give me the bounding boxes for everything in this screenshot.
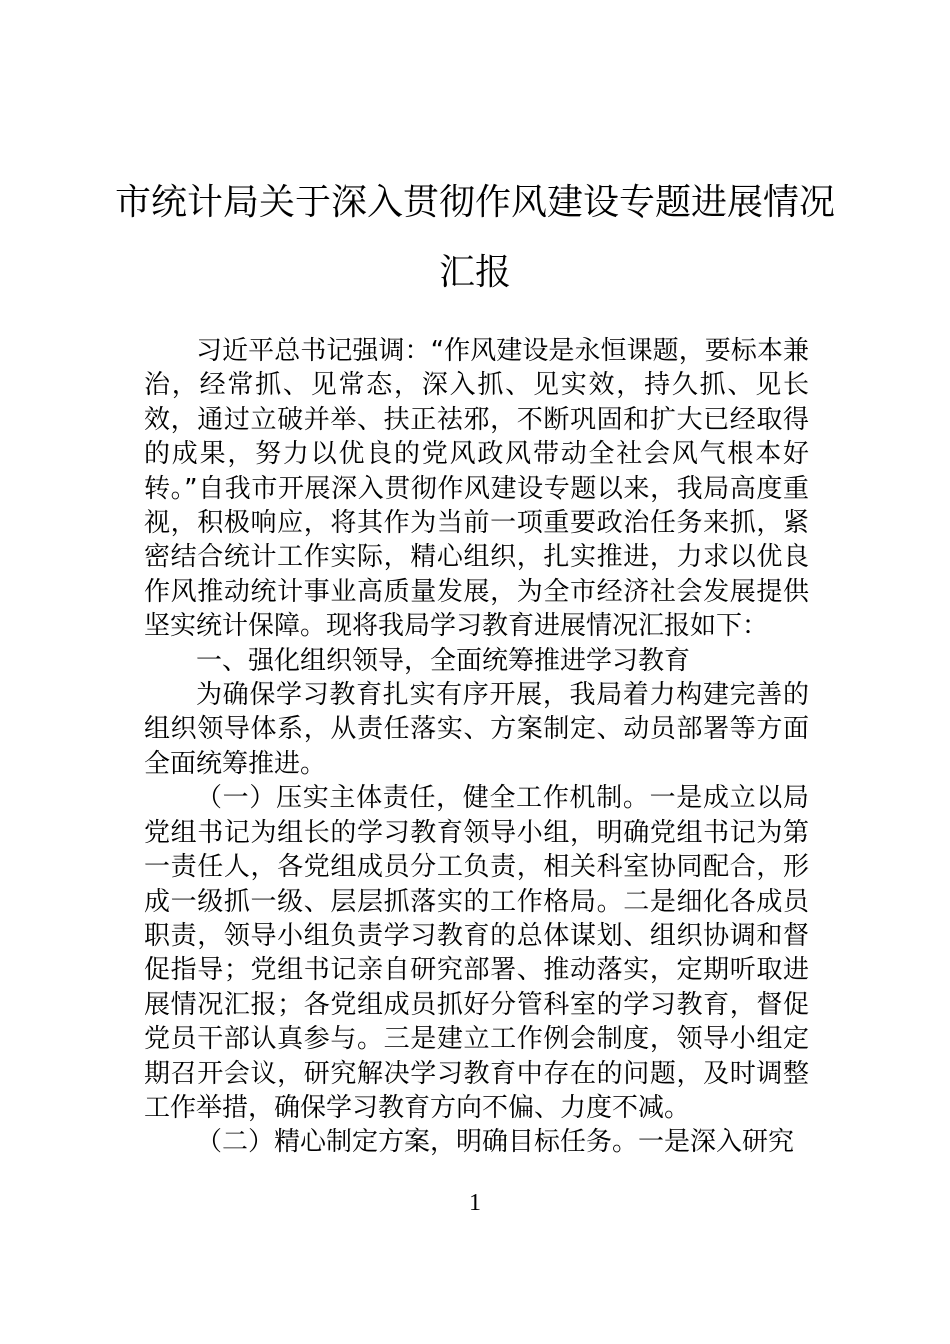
- section-heading-1: 一、强化组织领导，全面统筹推进学习教育: [196, 645, 691, 676]
- subsection-1-paragraph: （一）压实主体责任，健全工作机制。一是成立以局党组书记为组长的学习教育领导小组，明确党组书记为第一责任人，各党组成员分工负责，相关科室协同配合，形成一级抓一级、层层抓落实的工作格局。二是细化各成员职责，领导小组负责学习教育的总体谋划、组织协调和督促指导；党组书记亲自研究部署、推动落实，定期听取进展情况汇报；各党组成员抓好分管科室的学习教育，督促党员干部认真参与。三是建立工作例会制度，领导小组定期召开会议，研究解决学习教育中存在的问题，及时调整工作举措，确保学习教育方向不偏、力度不减。: [144, 783, 809, 1123]
- subsection-2-paragraph: （二）精心制定方案，明确目标任务。一是深入研究: [196, 1127, 795, 1158]
- document-body: [144, 334, 809, 1160]
- section-1-intro-paragraph: 为确保学习教育扎实有序开展，我局着力构建完善的组织领导体系，从责任落实、方案制定、动员部署等方面全面统筹推进。: [144, 680, 809, 779]
- document-title: 市统计局关于深入贯彻作风建设专题进展情况汇报: [114, 182, 835, 293]
- page-number: 1: [469, 1190, 481, 1216]
- intro-paragraph: 习近平总书记强调：“作风建设是永恒课题，要标本兼治，经常抓、见常态，深入抓、见实效，持久抓、见长效，通过立破并举、扶正祛邪，不断巩固和扩大已经取得的成果，努力以优良的党风政风带动全社会风气根本好转。”自我市开展深入贯彻作风建设专题以来，我局高度重视，积极响应，将其作为当前一项重要政治任务来抓，紧密结合统计工作实际，精心组织，扎实推进，力求以优良作风推动统计事业高质量发展，为全市经济社会发展提供坚实统计保障。现将我局学习教育进展情况汇报如下：: [144, 336, 809, 642]
